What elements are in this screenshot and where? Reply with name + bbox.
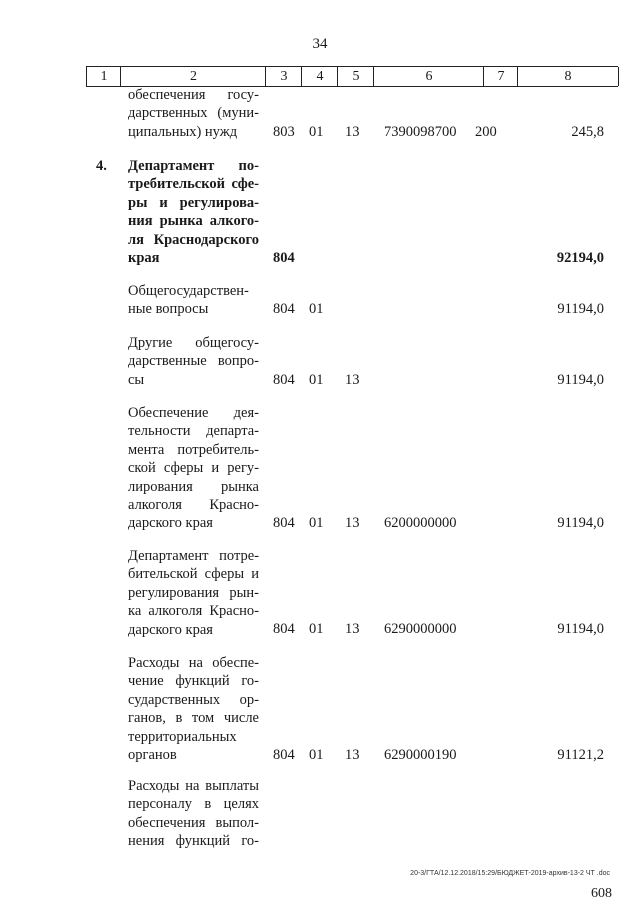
row-rz: 01 <box>309 747 324 763</box>
row-pr: 13 <box>345 372 360 388</box>
row-rz: 01 <box>309 515 324 531</box>
row-vr: 804 <box>273 621 295 637</box>
row-csr: 6200000000 <box>384 515 457 531</box>
row-sum: 91194,0 <box>557 515 604 531</box>
row-name: Другие общегосу- дарственные вопро- сы <box>128 335 259 388</box>
page-number: 34 <box>312 36 328 52</box>
row-pr: 13 <box>345 515 360 531</box>
row-rz: 01 <box>309 124 324 140</box>
table-header <box>86 66 618 87</box>
header-col-4: 4 <box>301 67 338 86</box>
row-csr: 7390098700 <box>384 124 457 140</box>
row-rz: 01 <box>309 301 324 317</box>
row-sum: 91194,0 <box>557 621 604 637</box>
row-vr2: 200 <box>475 124 497 140</box>
row-sum: 92194,0 <box>556 250 604 266</box>
header-col-3: 3 <box>265 67 302 86</box>
row-sum: 245,8 <box>571 124 604 140</box>
row-rz: 01 <box>309 621 324 637</box>
row-name: Общегосударствен- ные вопросы <box>128 283 249 318</box>
row-vr: 804 <box>273 301 295 317</box>
header-col-1: 1 <box>86 67 121 86</box>
row-name: Департамент по- требительской сфе- ры и регулирова- ния рынка алкого- ля Краснодарского края <box>128 158 259 267</box>
row-name: Расходы на выплаты персоналу в целях обеспечения выпол- нения функций го- <box>128 778 259 850</box>
row-rz: 01 <box>309 372 324 388</box>
row-vr: 804 <box>273 747 295 763</box>
row-sum: 91121,2 <box>557 747 604 763</box>
row-pr: 13 <box>345 621 360 637</box>
header-col-6: 6 <box>373 67 484 86</box>
row-sum: 91194,0 <box>557 301 604 317</box>
row-vr: 804 <box>273 515 295 531</box>
file-path-footer: 20-3/ГТА/12.12.2018/15:29/БЮДЖЕТ-2019-архив-13-2 ЧТ .doc <box>410 870 610 877</box>
row-number: 4. <box>96 158 107 174</box>
row-pr: 13 <box>345 124 360 140</box>
row-name: Департамент потре- бительской сферы и регулирования рын- ка алкоголя Красно- дарского края <box>128 548 259 638</box>
row-vr: 803 <box>273 124 295 140</box>
row-name: Обеспечение дея- тельности департа- мента потребитель- ской сферы и регу- лирования рынка алкоголя Красно- дарского края <box>128 405 259 532</box>
header-col-7: 7 <box>483 67 518 86</box>
row-pr: 13 <box>345 747 360 763</box>
row-name: обеспечения госу- дарственных (муни- ципальных) нужд <box>128 87 259 140</box>
header-col-5: 5 <box>337 67 374 86</box>
corner-page-number: 608 <box>591 886 612 901</box>
row-name: Расходы на обеспе- чение функций го- сударственных ор- ганов, в том числе территориальных органов <box>128 655 259 764</box>
row-csr: 6290000190 <box>384 747 457 763</box>
row-vr: 804 <box>273 250 295 266</box>
header-col-2: 2 <box>120 67 266 86</box>
row-csr: 6290000000 <box>384 621 457 637</box>
header-col-8: 8 <box>517 67 619 86</box>
row-sum: 91194,0 <box>557 372 604 388</box>
row-vr: 804 <box>273 372 295 388</box>
